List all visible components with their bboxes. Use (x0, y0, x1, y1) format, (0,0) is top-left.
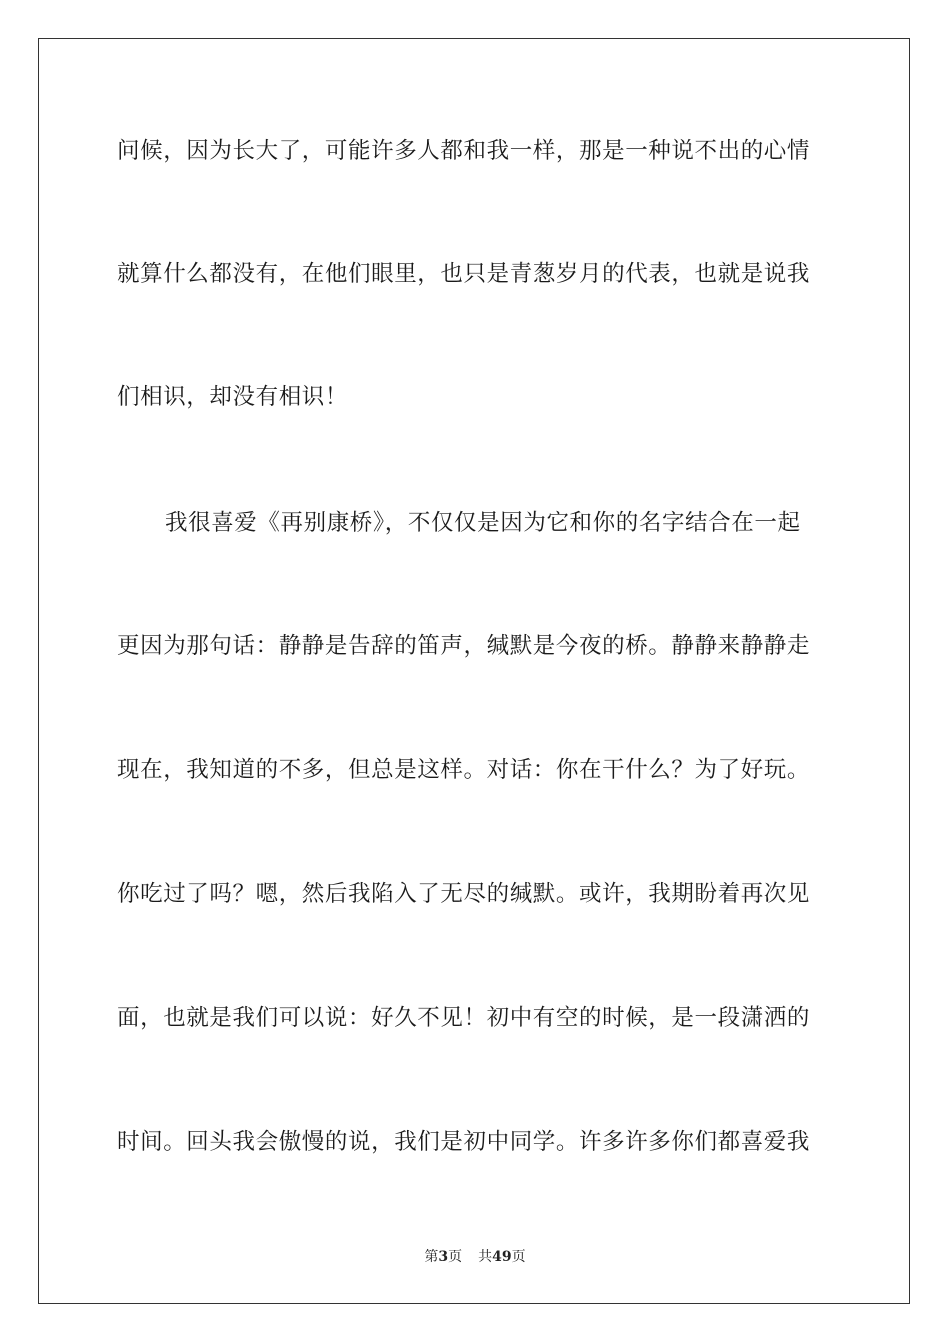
body-text-line-1: 问候，因为长大了，可能许多人都和我一样，那是一种说不出的心情 (117, 138, 811, 164)
total-prefix: 共 (478, 1249, 493, 1265)
page-number: 3 (438, 1249, 449, 1265)
page-prefix: 第 (424, 1249, 439, 1265)
body-text-line-9: 时间。回头我会傲慢的说，我们是初中同学。许多许多你们都喜爱我 (117, 1129, 811, 1155)
total-suffix: 页 (511, 1249, 526, 1265)
body-text-line-3: 们相识，却没有相识！ (117, 384, 349, 410)
body-text-line-2: 就算什么都没有，在他们眼里，也只是青葱岁月的代表，也就是说我 (117, 261, 811, 287)
page-border (38, 38, 910, 1304)
page-footer (0, 1247, 950, 1267)
body-text-line-4: 我很喜爱《再别康桥》，不仅仅是因为它和你的名字结合在一起 (165, 510, 801, 536)
body-text-line-8: 面，也就是我们可以说：好久不见！初中有空的时候，是一段潇洒的 (117, 1005, 811, 1031)
total-pages: 49 (492, 1249, 512, 1265)
body-text-line-7: 你吃过了吗？嗯，然后我陷入了无尽的缄默。或许，我期盼着再次见 (117, 881, 811, 907)
page-suffix: 页 (448, 1249, 463, 1265)
body-text-line-6: 现在，我知道的不多，但总是这样。对话：你在干什么？为了好玩。 (117, 757, 811, 783)
body-text-line-5: 更因为那句话：静静是告辞的笛声，缄默是今夜的桥。静静来静静走 (117, 633, 811, 659)
